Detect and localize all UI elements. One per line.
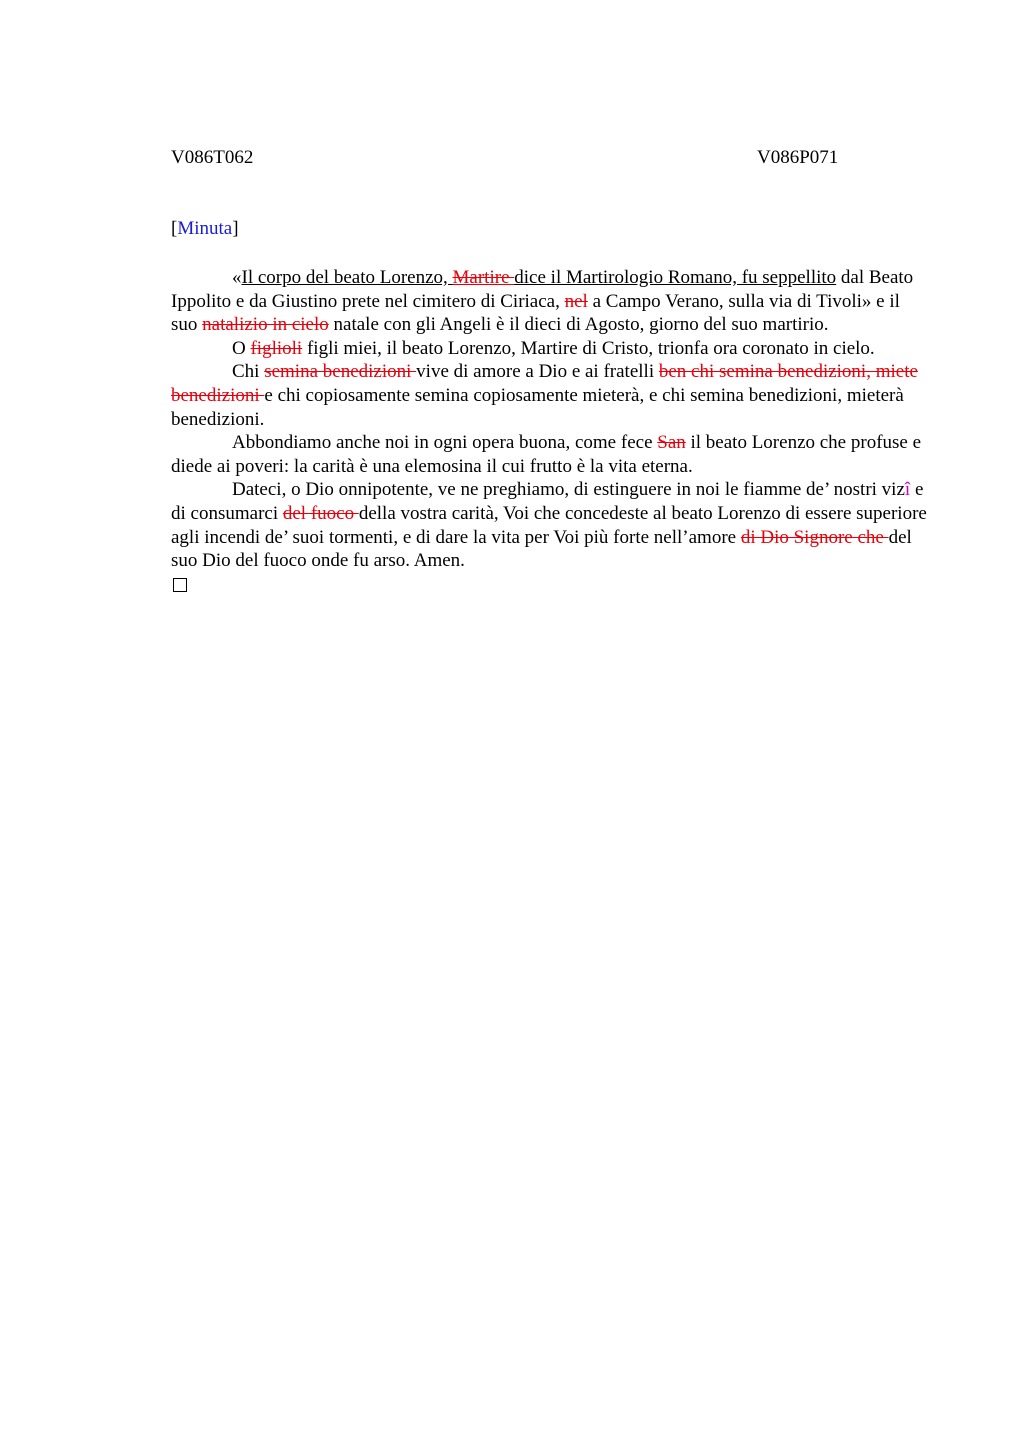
page-code: V086P071 [757,147,839,168]
text-run: Dateci, o Dio onnipotente, ve ne preghiamo, di estinguere in noi le fiamme de’ nostri viz [232,479,905,501]
deleted-text: semina benedizioni [264,361,417,383]
document-body [171,266,931,592]
document-code: V086T062 [171,147,254,168]
text-run: figli miei, il beato Lorenzo, Martire di Cristo, trionfa ora coronato in cielo. [302,337,875,359]
text-run: natale con gli Angeli è il dieci di Agosto, giorno del suo martirio. [328,314,829,336]
text-run: vive di amore a Dio e ai fratelli [416,361,659,383]
bracket-open: [ [171,218,178,239]
deleted-text: Martire [452,267,515,288]
text-run: dice il Martirologio Romano, fu seppellito [514,267,837,288]
text-run: il beato Lorenzo che profuse e diede ai poveri: la carità è una elemosina il cui frutto è la vita eterna. [171,432,922,477]
text-run: Abbondiamo anche noi in ogni opera buona, come fece [232,432,658,454]
paragraph-2 [171,337,931,361]
deleted-text: ben chi semina benedizioni, miete benedizioni [171,361,918,406]
bracket-close: ] [232,218,239,239]
text-run: e di consumarci [171,479,924,524]
text-run: e chi copiosamente semina copiosamente mieterà, e chi semina benedizioni, mieterà benedizioni. [171,384,904,430]
text-run: del suo Dio del fuoco onde fu arso. Amen. [171,526,912,572]
text-run: dal Beato Ippolito e da Giustino prete nel cimitero di Ciriaca, [171,267,914,312]
deleted-text: natalizio in cielo [202,314,329,336]
corrected-letter: î [904,479,911,501]
text-run: O [232,337,251,359]
end-mark-square-icon [173,578,187,592]
deleted-text: figlioli [250,337,303,359]
paragraph-4 [171,431,931,478]
paragraph-5 [171,478,931,572]
underlined-quote [242,267,837,288]
deleted-text: di Dio Signore che [740,526,889,548]
section-label [171,218,239,240]
deleted-text: San [657,432,686,454]
paragraph-1 [171,266,931,337]
paragraph-3 [171,360,931,431]
deleted-text: del fuoco [282,502,359,524]
minuta-label: Minuta [177,218,233,239]
text-run: della vostra carità, Voi che concedeste al beato Lorenzo di essere superiore agli incendi de’ suoi tormenti, e di dare la vita per Voi più forte nell’amore [171,502,927,548]
text-run: « [232,267,242,288]
deleted-text: nel [564,290,588,312]
text-run: a Campo Verano, sulla via di Tivoli» e il suo [171,290,900,336]
text-run: Chi [232,361,265,383]
text-run: Il corpo del beato Lorenzo, [241,267,453,288]
